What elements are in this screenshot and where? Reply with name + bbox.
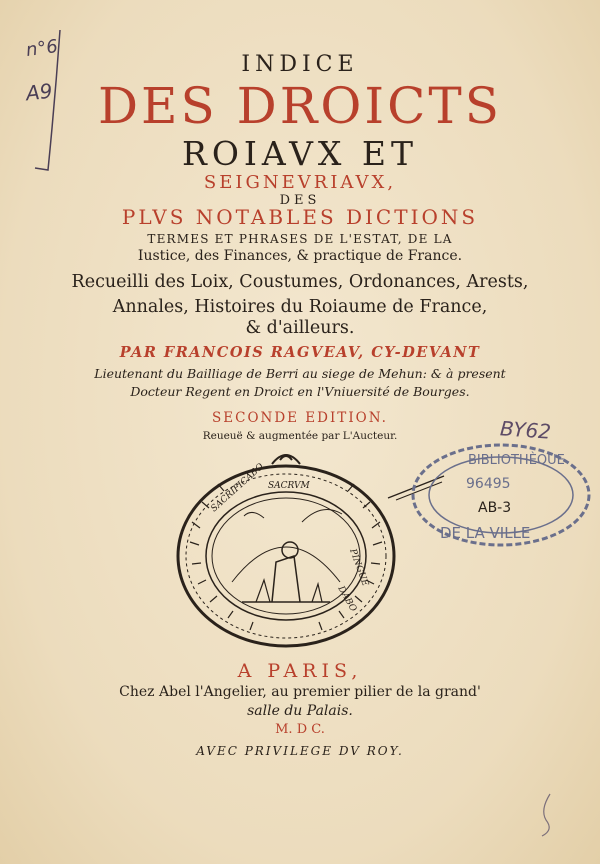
title-line-9: Recueilli des Loix, Coustumes, Ordonances, Arests, [71, 272, 529, 292]
title-line-10: Annales, Histoires du Roiaume de France, [112, 297, 488, 317]
emblem-motto-bottom: DABO [335, 584, 358, 614]
edition-note: Reueuë & augmentée par L'Aucteur. [202, 430, 398, 442]
library-stamp [408, 440, 594, 550]
title-line-4: SEIGNEVRIAVX, [203, 172, 397, 193]
printer-device-emblem [172, 452, 400, 652]
margin-note-right: BY62 [499, 416, 552, 444]
title-line-2: DES DROICTS [97, 77, 503, 135]
imprint-year: M. D C. [275, 722, 325, 737]
author-line-2: Lieutenant du Bailliage de Berri au siege de Mehun: & à present [94, 366, 506, 381]
edition-label: SECONDE EDITION. [212, 410, 388, 426]
emblem-motto-top: SACRVM [268, 481, 310, 491]
title-line-8: Iustice, des Finances, & practique de France. [137, 248, 463, 264]
emblem-motto-left: SACRIFICABO [209, 461, 266, 515]
title-line-1: INDICE [241, 52, 359, 77]
author-line-3: Docteur Regent en Droict en l'Vniuersité de Bourges. [130, 384, 470, 399]
title-line-6: PLVS NOTABLES DICTIONS [121, 205, 479, 229]
stamp-line-1: BIBLIOTHÈQUE [468, 453, 565, 468]
stamp-line-4: DE LA VILLE [440, 524, 531, 542]
margin-note-top-1: n°6 [24, 35, 60, 62]
imprint-place: salle du Palais. [247, 703, 353, 719]
margin-pencil-mark [520, 790, 560, 840]
author-line-1: PAR FRANCOIS RAGVEAV, CY-DEVANT [119, 344, 481, 361]
stamp-line-3: AB-3 [478, 500, 512, 516]
emblem-motto-right: PINGUE [347, 547, 370, 588]
imprint-printer: Chez Abel l'Angelier, au premier pilier de la grand' [119, 684, 481, 700]
stamp-line-2: 96495 [466, 476, 511, 492]
title-line-11: & d'ailleurs. [245, 318, 355, 338]
margin-note-top-2: A9 [24, 78, 54, 106]
title-line-5: DES [279, 193, 321, 208]
title-line-7: TERMES ET PHRASES DE L'ESTAT, DE LA [147, 232, 453, 246]
imprint-city: A PARIS, [237, 660, 363, 682]
imprint-privilege: AVEC PRIVILEGE DV ROY. [196, 744, 404, 758]
title-line-3: ROIAVX ET [181, 134, 419, 173]
